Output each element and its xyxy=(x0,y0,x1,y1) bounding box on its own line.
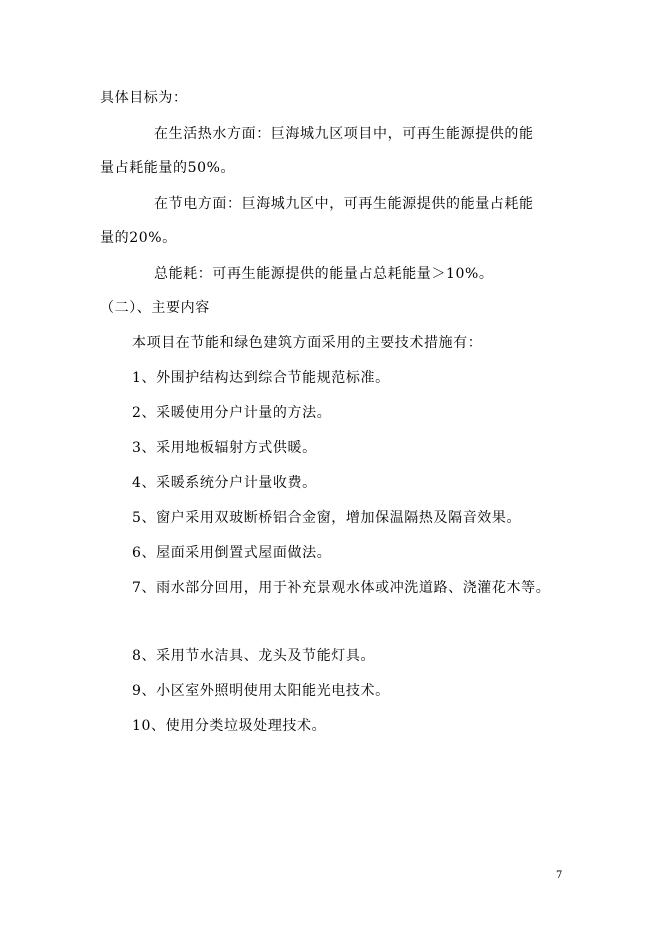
list-item: 9、小区室外照明使用太阳能光电技术。 xyxy=(132,683,390,699)
list-item: 1、外围护结构达到综合节能规范标准。 xyxy=(132,370,390,386)
list-item: 10、使用分类垃圾处理技术。 xyxy=(132,718,327,734)
intro-text: 本项目在节能和绿色建筑方面采用的主要技术措施有： xyxy=(132,335,483,351)
target-electricity-line1: 在节电方面：巨海城九区中，可再生能源提供的能量占耗能 xyxy=(154,196,534,212)
list-item: 5、窗户采用双玻断桥铝合金窗，增加保温隔热及隔音效果。 xyxy=(132,510,522,526)
target-total-energy: 总能耗：可再生能源提供的能量占总耗能量＞10%。 xyxy=(154,266,494,282)
section-heading: （二）、主要内容 xyxy=(100,300,210,316)
target-hot-water-line1: 在生活热水方面：巨海城九区项目中，可再生能源提供的能 xyxy=(154,126,534,142)
list-item: 3、采用地板辐射方式供暖。 xyxy=(132,440,317,456)
target-hot-water-line2: 量占耗能量的50%。 xyxy=(100,160,236,176)
list-item: 8、采用节水洁具、龙头及节能灯具。 xyxy=(132,648,376,664)
list-item: 7、雨水部分回用，用于补充景观水体或冲洗道路、浇灌花木等。 xyxy=(132,580,551,596)
list-item: 4、采暖系统分户计量收费。 xyxy=(132,475,317,491)
list-item: 2、采暖使用分户计量的方法。 xyxy=(132,405,332,421)
targets-heading: 具体目标为： xyxy=(100,90,188,106)
target-electricity-line2: 量的20%。 xyxy=(100,230,177,246)
list-item: 6、屋面采用倒置式屋面做法。 xyxy=(132,545,332,561)
page-number: 7 xyxy=(556,870,563,881)
